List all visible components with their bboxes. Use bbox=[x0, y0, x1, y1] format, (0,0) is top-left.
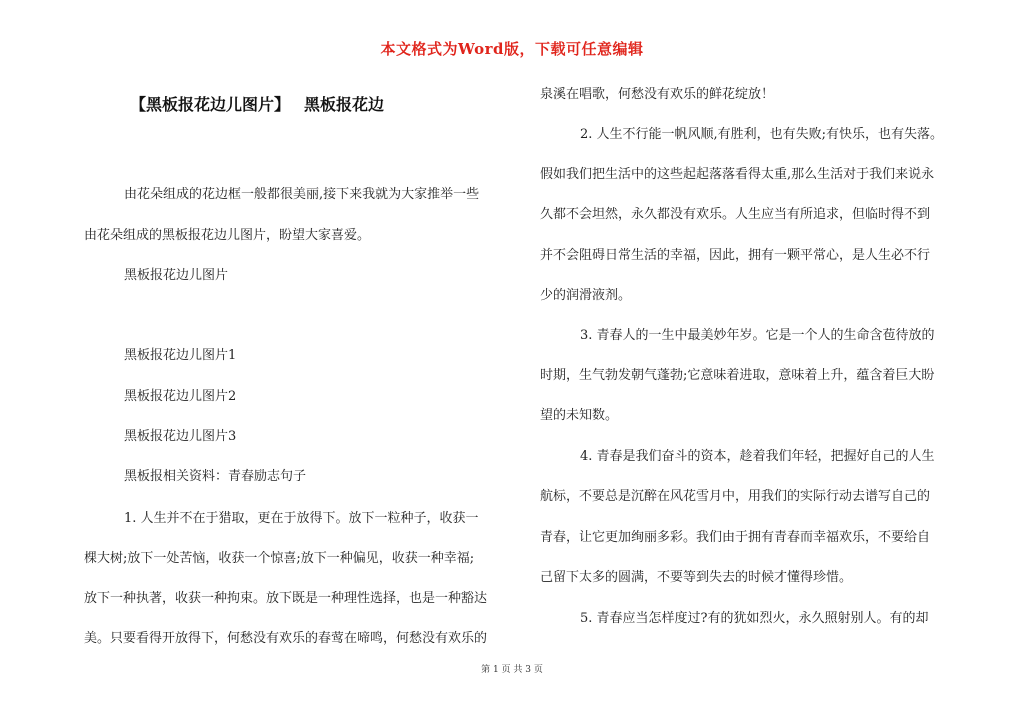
paragraph-line: 1. 人生并不在于猎取，更在于放得下。放下一粒种子，收获一 bbox=[124, 511, 479, 526]
paragraph-line: 黑板报相关资料：青春励志句子 bbox=[124, 469, 307, 484]
paragraph-line: 由花朵组成的花边框一般都很美丽,接下来我就为大家推举一些 bbox=[124, 187, 480, 202]
paragraph-line: 望的未知数。 bbox=[540, 408, 619, 423]
paragraph-line: 美。只要看得开放得下，何愁没有欢乐的春莺在啼鸣，何愁没有欢乐的 bbox=[84, 631, 488, 646]
paragraph-line: 5. 青春应当怎样度过?有的犹如烈火，永久照射别人。有的却 bbox=[580, 611, 929, 626]
edit-notice-banner: 本文格式为Word版，下载可任意编辑 bbox=[380, 40, 644, 58]
paragraph-line: 时期，生气勃发朝气蓬勃;它意味着进取，意味着上升，蕴含着巨大盼 bbox=[540, 368, 935, 383]
paragraph-line: 黑板报花边儿图片 bbox=[124, 268, 229, 283]
document-title bbox=[130, 93, 384, 117]
paragraph-line: 青春，让它更加绚丽多彩。我们由于拥有青春而幸福欢乐，不要给自 bbox=[540, 530, 931, 545]
paragraph-line: 假如我们把生活中的这些起起落落看得太重,那么生活对于我们来说永 bbox=[540, 167, 935, 182]
paragraph-line: 并不会阻碍日常生活的幸福，因此，拥有一颗平常心，是人生必不行 bbox=[540, 248, 931, 263]
paragraph-line: 航标，不要总是沉醉在风花雪月中，用我们的实际行动去谱写自己的 bbox=[540, 489, 931, 504]
paragraph-line: 2. 人生不行能一帆风顺,有胜利，也有失败;有快乐，也有失落。 bbox=[580, 127, 944, 142]
paragraph-line: 泉溪在唱歌，何愁没有欢乐的鲜花绽放！ bbox=[540, 87, 775, 102]
paragraph-line: 己留下太多的圆满，不要等到失去的时候才懂得珍惜。 bbox=[540, 570, 853, 585]
paragraph-line: 放下一种执著，收获一种拘束。放下既是一种理性选择，也是一种豁达 bbox=[84, 591, 488, 606]
paragraph-line: 少的润滑液剂。 bbox=[540, 288, 632, 303]
paragraph-line: 黑板报花边儿图片1 bbox=[124, 348, 237, 363]
paragraph-line: 黑板报花边儿图片2 bbox=[124, 389, 237, 404]
paragraph-line: 由花朵组成的黑板报花边儿图片，盼望大家喜爱。 bbox=[84, 228, 371, 243]
paragraph-line: 棵大树;放下一处苦恼，收获一个惊喜;放下一种偏见，收获一种幸福; bbox=[84, 551, 475, 566]
page-number-footer: 第 1 页 共 3 页 bbox=[481, 665, 543, 675]
paragraph-line: 4. 青春是我们奋斗的资本，趁着我们年轻，把握好自己的人生 bbox=[580, 449, 935, 464]
paragraph-line: 3. 青春人的一生中最美妙年岁。它是一个人的生命含苞待放的 bbox=[580, 328, 935, 343]
title-sub: 黑板报花边 bbox=[304, 95, 385, 114]
title-main: 【黑板报花边儿图片】 bbox=[130, 95, 291, 114]
paragraph-line: 久都不会坦然，永久都没有欢乐。人生应当有所追求，但临时得不到 bbox=[540, 207, 931, 222]
paragraph-line: 黑板报花边儿图片3 bbox=[124, 429, 237, 444]
